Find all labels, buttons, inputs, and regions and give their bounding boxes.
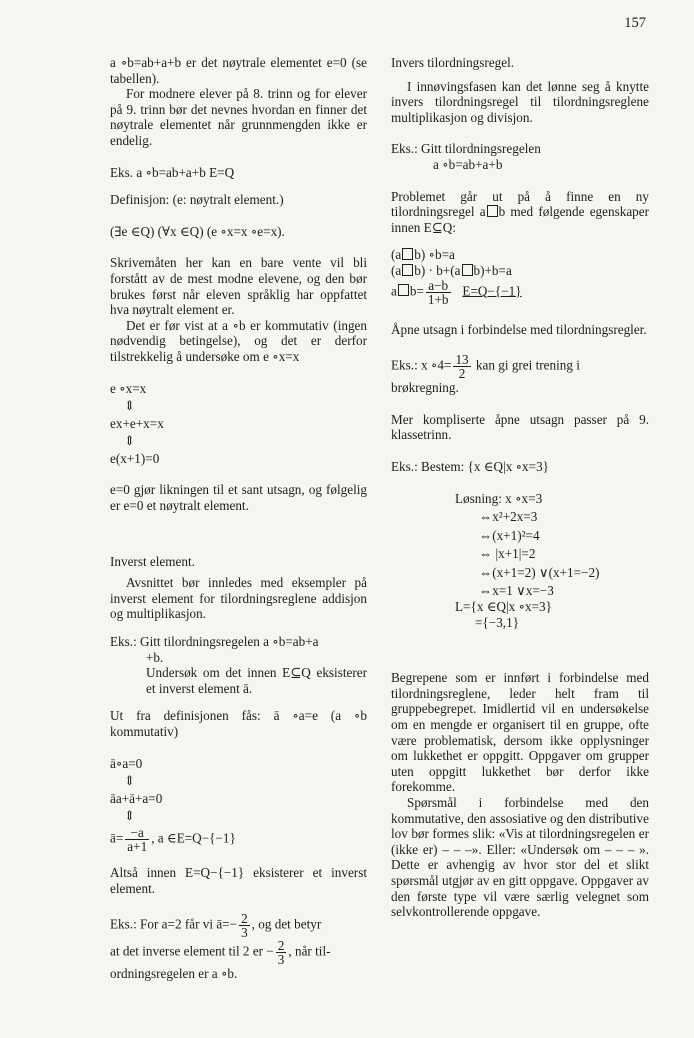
solution-step: ⇔ |x+1|=2 (479, 546, 536, 562)
solution-step: ⇔x²+2x=3 (479, 509, 538, 525)
example-line (391, 353, 649, 396)
paragraph: Ut fra definisjonen fås: ā ∘a=e (a ∘b kommutativ) (110, 708, 367, 739)
equation-block (110, 756, 367, 853)
paragraph-text: b med følgende egenskaper innen E⊆Q: (391, 204, 650, 235)
equivalence-arrow-icon: ⇕ (124, 808, 136, 824)
operator-box-icon (402, 264, 413, 276)
example-line: a ∘b=ab+a+b (433, 156, 503, 172)
paragraph: For modnere elever på 8. trinn og for elever på 9. trinn bør det nevnes hvordan en finner det nøytrale elementet når grunnmengden ikke er endelig. (110, 86, 367, 148)
solution-step: ⇔(x+1=2) ∨(x+1=−2) (479, 564, 600, 580)
fraction-denominator: 3 (277, 952, 285, 968)
equation (391, 247, 649, 263)
example (391, 141, 649, 172)
solution-block (391, 491, 649, 631)
fraction-numerator: 13 (455, 352, 469, 368)
minus-sign: − (229, 916, 238, 932)
solution-step: ⇔x=1 ∨x=−3 (479, 583, 554, 599)
fraction (276, 939, 287, 966)
equation-text: a (391, 283, 397, 299)
example-line (110, 939, 367, 966)
paragraph: Skrivemåten her kan en bare vente vil bli forstått av de mest modne elevene, og den bør brukes først når eleven språklig har oppfattet hva nøytralt element er. (110, 255, 367, 318)
paragraph: Åpne utsagn i forbindelse med tilordningsregler. (391, 321, 647, 337)
equation-text: b) · b+(a (414, 262, 461, 278)
section-heading: Inverst element. (110, 553, 195, 569)
solution-line: Løsning: x ∘x=3 (455, 490, 543, 506)
equation-text: b) ∘b=a (414, 247, 455, 263)
equivalence-arrow-icon: ⇕ (124, 398, 136, 414)
example (391, 353, 649, 396)
solution-step: ⇔(x+1)²=4 (479, 527, 540, 543)
section-heading: Invers tilordningsregel. (391, 55, 515, 70)
example-text: , og det betyr (251, 916, 322, 932)
paragraph: Det er før vist at a ∘b er kommutativ (ingen nødvendig betingelse), og det er derfor tilstrekkelig å undersøke om e ∘x=x (110, 317, 367, 364)
equation-lhs: ā= (110, 830, 124, 846)
example-line: ordningsregelen er a ∘b. (110, 966, 238, 982)
example-line: Undersøk om det innen E⊆Q eksisterer et inverst element ā. (146, 665, 367, 696)
example-line: +b. (146, 649, 164, 665)
solution-set: L={x ∈Q|x ∘x=3} (455, 599, 552, 615)
equation: ā∘a=0 (110, 755, 143, 771)
equivalence-arrow-icon: ⇕ (124, 773, 136, 789)
equation: āa+ā+a=0 (110, 790, 163, 806)
example-line: Eks.: Gitt tilordningsregelen a ∘b=ab+a (110, 634, 319, 650)
example-text: , når til- (288, 943, 331, 959)
page-number: 157 (624, 15, 646, 31)
fraction-denominator: 3 (241, 925, 248, 941)
example-text: Eks.: x ∘4= (391, 357, 452, 373)
equation: ex+e+x=x (110, 415, 164, 431)
fraction-denominator: a+1 (127, 838, 148, 854)
fraction (453, 353, 470, 380)
example (110, 912, 367, 982)
operator-box-icon (398, 284, 409, 296)
fraction-numerator: a−b (426, 279, 451, 293)
fraction-denominator: 2 (458, 366, 466, 382)
equivalence-arrow-icon: ⇕ (124, 433, 136, 449)
fraction (125, 826, 149, 853)
equation-text: b= (409, 283, 424, 299)
example: Eks. a ∘b=ab+a+b E=Q (110, 164, 235, 180)
equation-rhs: , a ∈E=Q−{−1} (151, 830, 236, 846)
equation (391, 279, 649, 306)
definition-formula: (∃e ∈Q) (∀x ∈Q) (e ∘x=x ∘e=x). (110, 223, 285, 239)
right-column (391, 55, 649, 920)
fraction-numerator: 2 (241, 911, 248, 927)
example (110, 634, 367, 696)
example-line (110, 912, 367, 939)
example-text: kan gi grei trening i brøkregning. (391, 357, 580, 396)
equation-text: b)+b=a (473, 262, 512, 278)
left-column (110, 55, 367, 982)
operator-box-icon (462, 264, 473, 276)
paragraph: a ∘b=ab+a+b er det nøytrale elementet e=0 (se tabellen). (110, 55, 367, 86)
fraction (426, 279, 451, 306)
paragraph (391, 189, 649, 236)
definition: Definisjon: (e: nøytralt element.) (110, 192, 284, 208)
paragraph: Avsnittet bør innledes med eksempler på inverst element for tilordningsreglene addisjon og multiplikasjon. (110, 575, 367, 622)
equation (391, 263, 649, 279)
equation: e ∘x=x (110, 380, 147, 396)
equation: e(x+1)=0 (110, 450, 160, 466)
example-text: at det inverse element til 2 er (110, 943, 264, 959)
solution-set: ={−3,1} (475, 614, 520, 630)
paragraph: Begrepene som er innført i forbindelse med tilordningsreglene, leder helt fram til gruppebegrepet. Imidlertid vil en undersøkelse om en mengde er organisert til en gruppe, ofte være problematisk, dersom ikke opplysninger om lukkethet er oppgitt. Oppgaver om grupper uten oppgitt lukkethet bør derfor ikke forekomme. (391, 670, 649, 795)
equation-block (110, 381, 367, 467)
paragraph: I innøvingsfasen kan det lønne seg å knytte invers tilordningsregel til tilordningsreglene multiplikasjon og divisjon. (391, 78, 649, 125)
example-line: Eks.: Gitt tilordningsregelen (391, 141, 541, 157)
domain-set: E=Q−{−1} (462, 283, 522, 299)
paragraph: Mer kompliserte åpne utsagn passer på 9. klassetrinn. (391, 411, 649, 443)
operator-box-icon (402, 248, 413, 260)
paragraph: Spørsmål i forbindelse med den kommutative, den assosiative og den distributive lov bør formes slik: «Vis at tilordningsregelen er (ikke er) – – –». Eller: «Undersøk om – – – ». Dette er avhengig av hvor stor del et slikt spørsmål utgjør av en gitt oppgave. Oppgaver av den første type vil være særlig velegnet som selvkontrollerende oppgave. (391, 795, 649, 920)
equation-text: (a (391, 262, 402, 278)
fraction-numerator: −a (125, 826, 149, 840)
fraction-denominator: 1+b (427, 291, 449, 307)
equation-block (391, 247, 649, 305)
paragraph-text: Problemet går ut på å finne en ny tilordningsregel a (391, 188, 649, 220)
paragraph: e=0 gjør likningen til et sant utsagn, og følgelig er e=0 et nøytralt element. (110, 482, 367, 514)
paragraph: Altså innen E=Q−{−1} eksisterer et inverst element. (110, 864, 367, 896)
minus-sign: − (263, 943, 274, 959)
example: Eks.: Bestem: {x ∈Q|x ∘x=3} (391, 458, 550, 474)
example-text: Eks.: For a=2 får vi ā= (110, 916, 230, 932)
equation (110, 826, 367, 853)
fraction-numerator: 2 (277, 938, 285, 954)
equation-text: (a (391, 247, 402, 263)
operator-box-icon (487, 205, 498, 217)
fraction (239, 912, 250, 939)
